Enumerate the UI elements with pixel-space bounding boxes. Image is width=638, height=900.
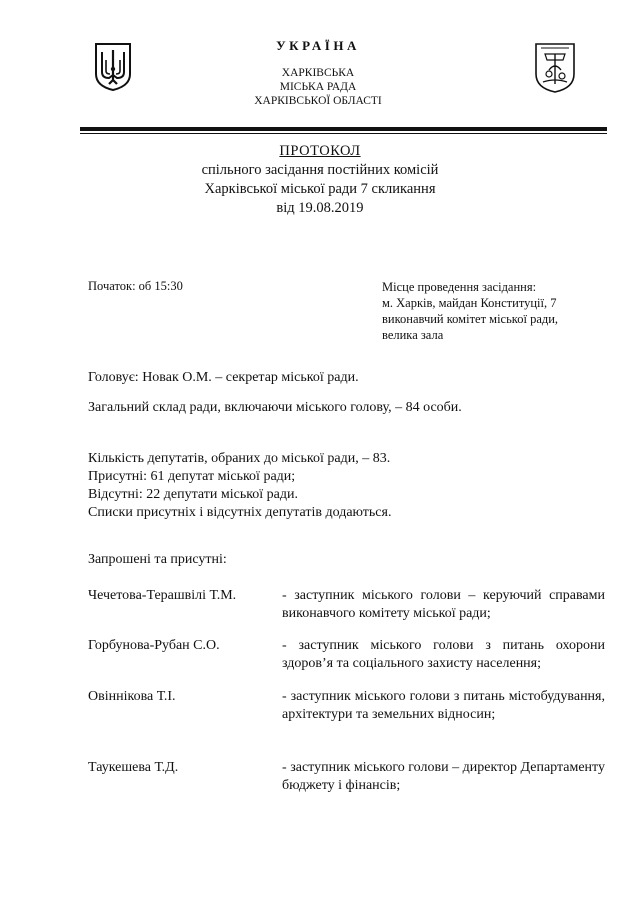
- venue-line: велика зала: [382, 328, 444, 342]
- document-type: ПРОТОКОЛ: [279, 143, 361, 159]
- document-date: від 19.08.2019: [276, 200, 364, 216]
- document-title: [150, 142, 490, 218]
- person-role: - заступник міського голови з питань містобудування, архітектури та земельних відносин;: [282, 689, 605, 722]
- absent-count: Відсутні: 22 депутати міської ради.: [88, 487, 299, 502]
- header-divider-thin: [80, 133, 607, 134]
- person-role: - заступник міського голови з питань охорони здоров’я та соціального захисту населення;: [282, 638, 605, 671]
- council-name: [218, 66, 418, 108]
- person-name: Горбунова-Рубан С.О.: [88, 638, 220, 653]
- venue-line: м. Харків, майдан Конституції, 7: [382, 296, 557, 310]
- invited-heading: Запрошені та присутні:: [88, 552, 227, 567]
- chair-statement: Головує: Новак О.М. – секретар міської ради.: [88, 370, 359, 385]
- attendance-lists-note: Списки присутніх і відсутніх депутатів додаються.: [88, 505, 392, 520]
- council-line: ХАРКІВСЬКА: [281, 67, 355, 79]
- person-role: - заступник міського голови – керуючий справами виконавчого комітету міської ради;: [282, 588, 605, 621]
- venue-line: Місце проведення засідання:: [382, 280, 537, 294]
- attendance-block: [88, 450, 391, 522]
- header-divider-thick: [80, 127, 607, 131]
- meeting-venue: [382, 279, 558, 343]
- person-role: - заступник міського голови – директор Департаменту бюджету і фінансів;: [282, 760, 605, 793]
- council-line: МІСЬКА РАДА: [279, 81, 357, 93]
- council-line: ХАРКІВСЬКОЇ ОБЛАСТІ: [254, 95, 382, 107]
- title-line: спільного засідання постійних комісій: [201, 162, 439, 178]
- meeting-start-time: Початок: об 15:30: [88, 279, 183, 293]
- country-name: УКРАЇНА: [276, 38, 360, 53]
- council-composition: Загальний склад ради, включаючи міського голову, – 84 особи.: [88, 400, 462, 415]
- person-name: Таукешева Т.Д.: [88, 760, 179, 775]
- present-count: Присутні: 61 депутат міської ради;: [88, 469, 296, 484]
- kharkiv-city-coat-of-arms-icon: [533, 40, 577, 94]
- elected-count: Кількість депутатів, обраних до міської ради, – 83.: [88, 451, 391, 466]
- person-name: Овіннікова Т.І.: [88, 689, 176, 704]
- title-line: Харківської міської ради 7 скликання: [204, 181, 436, 197]
- person-name: Чечетова-Терашвілі Т.М.: [88, 588, 237, 603]
- trident-coat-of-arms-icon: [93, 42, 133, 92]
- venue-line: виконавчий комітет міської ради,: [382, 312, 559, 326]
